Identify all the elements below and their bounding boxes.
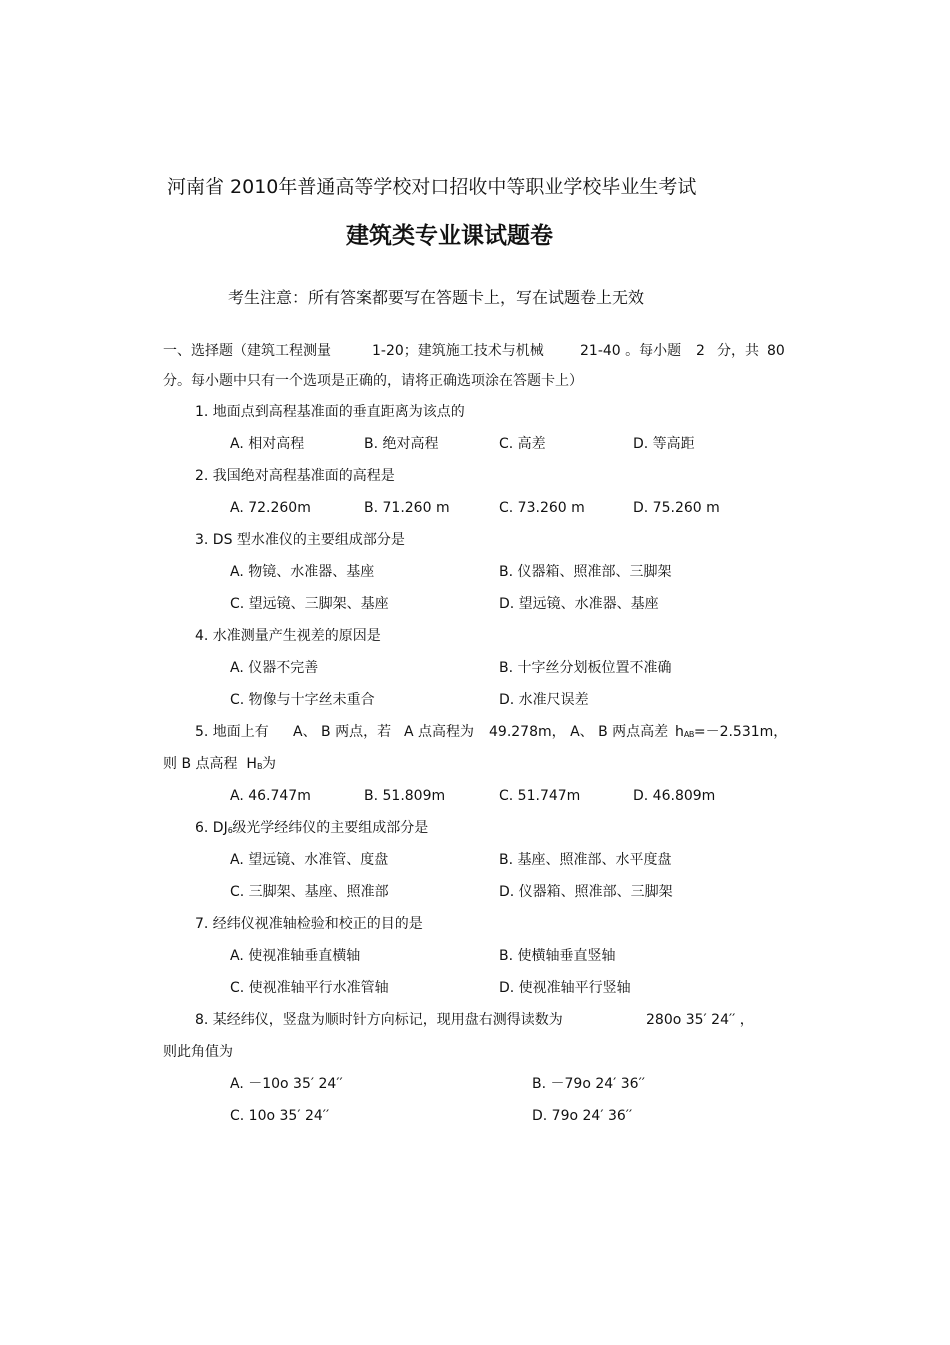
- section-heading-part: 21-40 。每小题: [580, 343, 682, 359]
- option-b: B. 仪器箱、照准部、三脚架: [499, 564, 672, 580]
- option-b: B. 十字丝分划板位置不准确: [499, 660, 672, 676]
- option-d: D. 水准尺误差: [499, 692, 589, 708]
- question-stem: 3. DS 型水准仪的主要组成部分是: [195, 532, 405, 548]
- option-a: A. 物镜、水准器、基座: [230, 564, 375, 580]
- angle-reading: 280o 35′ 24′′ ，: [646, 1012, 754, 1028]
- option-d: D. 75.260 m: [633, 500, 720, 516]
- question-stem: 1. 地面点到高程基准面的垂直距离为该点的: [195, 404, 465, 420]
- option-c: C. 使视准轴平行水准管轴: [230, 980, 389, 996]
- question-stem: 7. 经纬仪视准轴检验和校正的目的是: [195, 916, 423, 932]
- question-stem: 6. DJ6级光学经纬仪的主要组成部分是: [195, 820, 429, 836]
- exam-title: 河南省 2010年普通高等学校对口招收中等职业学校毕业生考试: [167, 176, 697, 198]
- option-a: A. 仪器不完善: [230, 660, 319, 676]
- section-heading-part: 80: [767, 343, 785, 359]
- height-difference: hAB=－2.531m，: [675, 724, 788, 740]
- option-d: D. 等高距: [633, 436, 695, 452]
- question-stem-part: A、 B 两点，若: [293, 724, 392, 740]
- option-c: C. 物像与十字丝未重合: [230, 692, 375, 708]
- option-a: A. －10o 35′ 24′′: [230, 1076, 343, 1092]
- section-heading-part: 1-20；建筑施工技术与机械: [372, 343, 544, 359]
- option-b: B. 绝对高程: [364, 436, 439, 452]
- question-stem-part: 49.278m， A、 B 两点高差: [489, 724, 669, 740]
- section-heading-line2: 分。每小题中只有一个选项是正确的，请将正确选项涂在答题卡上）: [163, 373, 583, 389]
- option-b: B. 51.809m: [364, 788, 446, 804]
- option-a: A. 望远镜、水准管、度盘: [230, 852, 389, 868]
- option-c: C. 高差: [499, 436, 546, 452]
- option-c: C. 10o 35′ 24′′: [230, 1108, 330, 1124]
- option-d: D. 46.809m: [633, 788, 716, 804]
- option-b: B. 71.260 m: [364, 500, 450, 516]
- question-stem-part: 5. 地面上有: [195, 724, 269, 740]
- option-c: C. 三脚架、基座、照准部: [230, 884, 389, 900]
- question-stem: 4. 水准测量产生视差的原因是: [195, 628, 381, 644]
- option-d: D. 79o 24′ 36′′: [532, 1108, 633, 1124]
- question-stem-part: A 点高程为: [404, 724, 475, 740]
- option-a: A. 46.747m: [230, 788, 311, 804]
- exam-subtitle: 建筑类专业课试题卷: [346, 223, 553, 249]
- question-stem: 8. 某经纬仪，竖盘为顺时针方向标记，现用盘右测得读数为: [195, 1012, 563, 1028]
- option-b: B. 使横轴垂直竖轴: [499, 948, 616, 964]
- question-stem: 2. 我国绝对高程基准面的高程是: [195, 468, 395, 484]
- option-a: A. 72.260m: [230, 500, 311, 516]
- question-stem-line2: 则 B 点高程 HB为: [163, 756, 276, 772]
- option-b: B. 基座、照准部、水平度盘: [499, 852, 672, 868]
- section-heading-part: 一、选择题（建筑工程测量: [163, 343, 331, 359]
- option-c: C. 51.747m: [499, 788, 581, 804]
- exam-notice: 考生注意：所有答案都要写在答题卡上，写在试题卷上无效: [228, 288, 645, 307]
- option-d: D. 使视准轴平行竖轴: [499, 980, 631, 996]
- section-heading-part: 分，共: [717, 343, 759, 359]
- question-stem-line2: 则此角值为: [163, 1044, 233, 1060]
- option-b: B. －79o 24′ 36′′: [532, 1076, 645, 1092]
- option-a: A. 使视准轴垂直横轴: [230, 948, 361, 964]
- option-c: C. 望远镜、三脚架、基座: [230, 596, 389, 612]
- option-c: C. 73.260 m: [499, 500, 585, 516]
- option-d: D. 望远镜、水准器、基座: [499, 596, 659, 612]
- option-a: A. 相对高程: [230, 436, 305, 452]
- section-heading-part: 2: [696, 343, 705, 359]
- option-d: D. 仪器箱、照准部、三脚架: [499, 884, 673, 900]
